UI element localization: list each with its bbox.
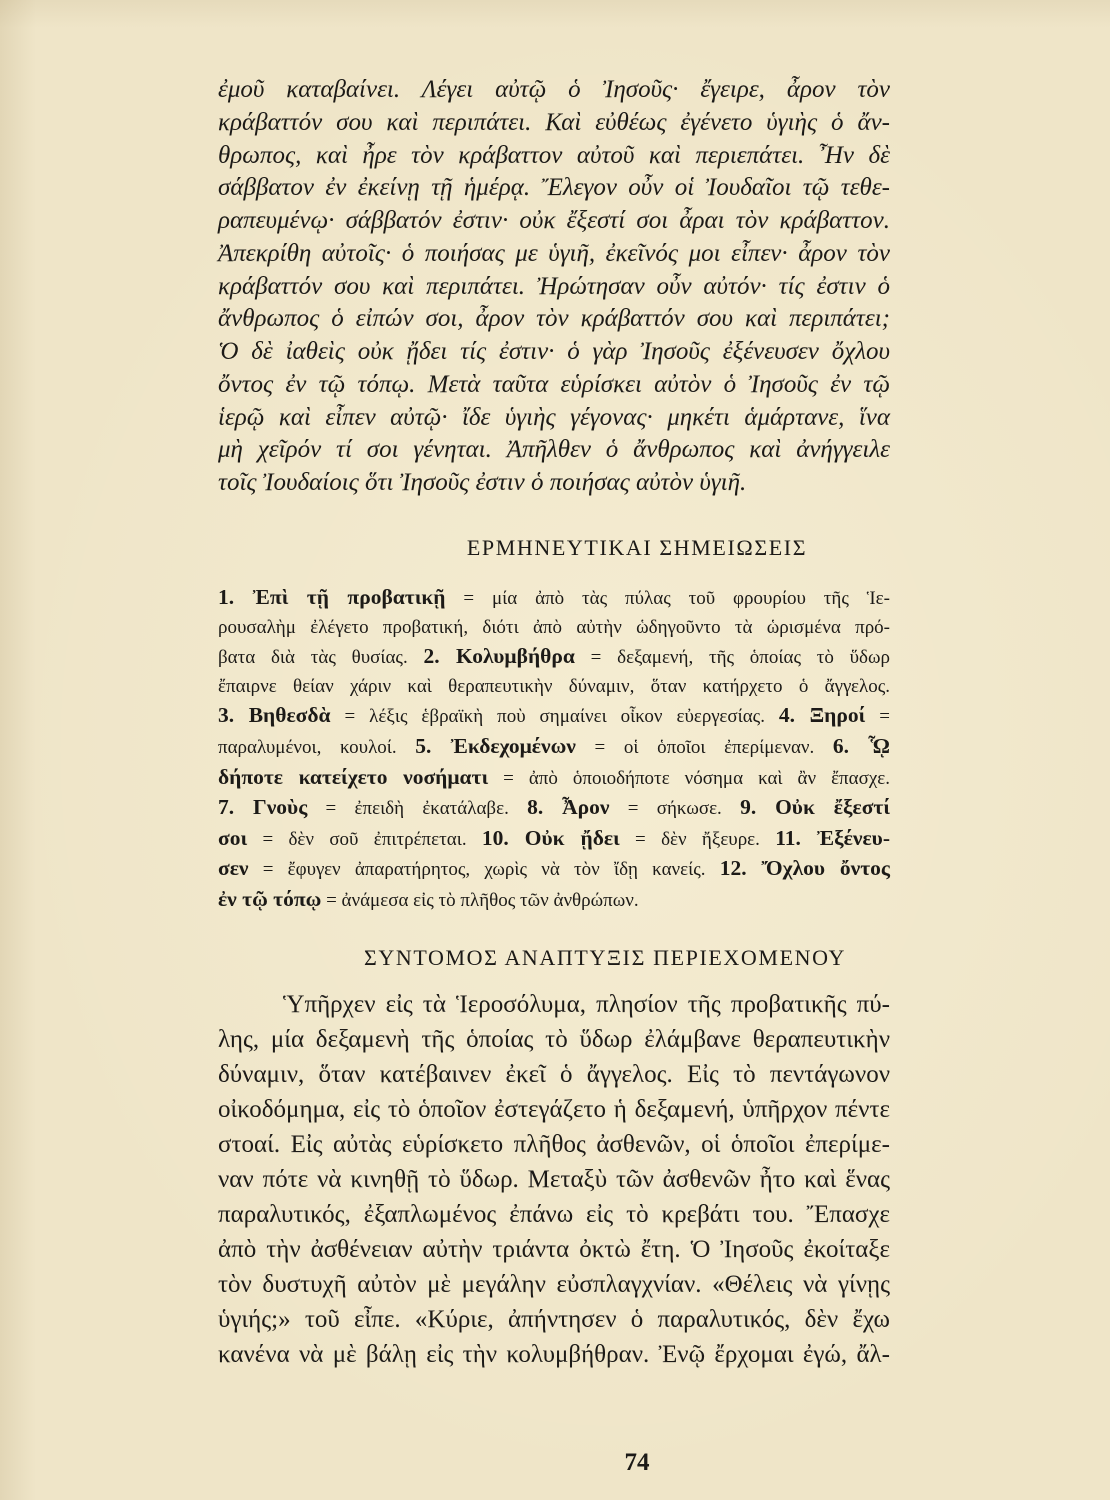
note-term: 8. Ἆρον (527, 795, 610, 820)
note-text: = δὲν σοῦ ἐπιτρέπεται. (247, 828, 482, 850)
note-line (218, 885, 639, 916)
note-term: 4. Ξηροί (778, 703, 866, 728)
note-text: ρουσαλὴμ ἐλέγετο προβατική, διότι ἀπὸ αὐτὴν ὡδηγοῦντο τὰ ὡρισμένα πρό- (218, 616, 890, 638)
gospel-line: ἱερῷ καὶ εἶπεν αὐτῷ· ἴδε ὑγιὴς γέγονας· μηκέτι ἁμάρτανε, ἵνα (218, 403, 890, 431)
gospel-line: τοῖς Ἰουδαίοις ὅτι Ἰησοῦς ἐστιν ὁ ποιήσας αὐτὸν ὑγιῆ. (218, 469, 747, 496)
note-line (218, 583, 890, 614)
note-line (218, 732, 890, 763)
note-text: = ἐπειδὴ ἐκατάλαβε. (307, 798, 528, 820)
gospel-line: θρωπος, καὶ ἦρε τὸν κράβαττον αὐτοῦ καὶ περιεπάτει. Ἦν δὲ (218, 141, 890, 169)
note-text: = ἀπὸ ὁποιοδήποτε νόσημα καὶ ἂν ἔπασχε. (488, 767, 891, 789)
note-term: 6. ᾯ (832, 733, 891, 758)
note-term: 10. Οὐκ ᾔδει (481, 825, 620, 850)
gospel-line: ἄνθρωπος ὁ εἰπών σοι, ἆρον τὸν κράβαττόν σου καὶ περιπάτει; (218, 305, 890, 333)
note-text: = δεξαμενή, τῆς ὁποίας τὸ ὕδωρ (574, 647, 890, 669)
note-line (218, 614, 890, 643)
note-term: δήποτε κατείχετο νοσήματι (218, 764, 489, 789)
summary-line: παραλυτικός, ἐξαπλωμένος ἐπάνω εἰς τὸ κρεβάτι του. Ἔπασχε (218, 1201, 890, 1228)
summary-line: ἀπὸ τὴν ἀσθένειαν αὐτὴν τριάντα ὀκτὼ ἔτη. Ὁ Ἰησοῦς ἐκοίταξε (218, 1236, 890, 1263)
gospel-line: ἐμοῦ καταβαίνει. Λέγει αὐτῷ ὁ Ἰησοῦς· ἔγειρε, ἆρον τὸν (218, 76, 890, 103)
summary-section (218, 987, 890, 1372)
note-term: 7. Γνοὺς (218, 795, 308, 820)
summary-heading: ΣΥΝΤΟΜΟΣ ΑΝΑΠΤΥΞΙΣ ΠΕΡΙΕΧΟΜΕΝΟΥ (364, 945, 846, 970)
notes-heading: ΕΡΜΗΝΕΥΤΙΚΑΙ ΣΗΜΕΙΩΣΕΙΣ (466, 535, 808, 560)
note-text: παραλυμένοι, κουλοί. (218, 736, 416, 758)
page-number: 74 (624, 1449, 650, 1476)
gospel-line: ὄντος ἐν τῷ τόπῳ. Μετὰ ταῦτα εὑρίσκει αὐτὸν ὁ Ἰησοῦς ἐν τῷ (218, 370, 890, 398)
note-text: = λέξις ἑβραϊκὴ ποὺ σημαίνει οἶκον εὐεργεσίας. (330, 706, 779, 728)
note-line (218, 793, 890, 824)
note-text: = μία ἀπὸ τὰς πύλας τοῦ φρουρίου τῆς Ἱε- (445, 588, 890, 609)
note-line (218, 854, 890, 885)
note-line (218, 701, 890, 732)
summary-line: Ὑπῆρχεν εἰς τὰ Ἱεροσόλυμα, πλησίον τῆς προβατικῆς πύ- (283, 991, 890, 1018)
note-text: ἔπαιρνε θείαν χάριν καὶ θεραπευτικὴν δύναμιν, ὅταν κατήρχετο ὁ ἄγγελος. (218, 675, 890, 697)
summary-line: ναν πότε νὰ κινηθῇ τὸ ὕδωρ. Μεταξὺ τῶν ἀσθενῶν ἦτο καὶ ἕνας (218, 1166, 890, 1193)
note-term: 2. Κολυμβήθρα (423, 644, 575, 669)
note-text: = ἀνάμεσα εἰς τὸ πλῆθος τῶν ἀνθρώπων. (321, 889, 639, 911)
note-text: βατα διὰ τὰς θυσίας. (218, 647, 424, 669)
note-term: 3. Βηθεσδὰ (218, 703, 331, 728)
note-text: = δὲν ἤξευρε. (619, 828, 776, 850)
gospel-passage (218, 74, 890, 500)
gospel-line: κράβαττόν σου καὶ περιπάτει. Ἠρώτησαν οὖν αὐτόν· τίς ἐστιν ὁ (218, 272, 890, 300)
note-text: = (865, 706, 890, 728)
summary-line: οἰκοδόμημα, εἰς τὸ ὁποῖον ἐστεγάζετο ἡ δεξαμενή, ὑπῆρχον πέντε (218, 1096, 890, 1123)
summary-line: τὸν δυστυχῆ αὐτὸν μὲ μεγάλην εὐσπλαγχνίαν. «Θέλεις νὰ γίνῃς (218, 1271, 890, 1298)
note-text: = σήκωσε. (609, 798, 741, 820)
note-text: = οἱ ὁποῖοι ἐπερίμεναν. (575, 736, 833, 758)
gospel-line: κράβαττόν σου καὶ περιπάτει. Καὶ εὐθέως ἐγένετο ὑγιὴς ὁ ἄν- (218, 108, 890, 136)
gospel-line: Ἀπεκρίθη αὐτοῖς· ὁ ποιήσας με ὑγιῆ, ἐκεῖνός μοι εἶπεν· ἆρον τὸν (218, 239, 890, 267)
note-text: = ἔφυγεν ἀπαρατήρητος, χωρὶς νὰ τὸν ἴδῃ κανείς. (248, 859, 720, 881)
note-line (218, 642, 890, 673)
summary-line: ὑγιής;» τοῦ εἶπε. «Κύριε, ἀπήντησεν ὁ παραλυτικός, δὲν ἔχω (218, 1306, 890, 1333)
note-term: 11. Ἐξένευ- (775, 825, 890, 850)
summary-line: λης, μία δεξαμενὴ τῆς ὁποίας τὸ ὕδωρ ἐλάμβανε θεραπευτικὴν (218, 1026, 890, 1053)
note-term: 12. Ὄχλου ὄντος (719, 856, 890, 881)
note-term: σεν (218, 856, 249, 881)
note-line (218, 824, 890, 855)
gospel-line: μὴ χεῖρόν τί σοι γένηται. Ἀπῆλθεν ὁ ἄνθρωπος καὶ ἀνήγγειλε (218, 436, 890, 464)
summary-line: στοαί. Εἰς αὐτὰς εὑρίσκετο πλῆθος ἀσθενῶν, οἱ ὁποῖοι ἐπερίμε- (218, 1131, 890, 1158)
note-term: σοι (218, 825, 248, 850)
note-line (218, 673, 890, 702)
gospel-line: σάββατον ἐν ἐκείνῃ τῇ ἡμέρᾳ. Ἔλεγον οὖν οἱ Ἰουδαῖοι τῷ τεθε- (218, 174, 890, 202)
note-term: 5. Ἐκδεχομένων (415, 733, 576, 758)
note-term: 9. Οὐκ ἔξεστί (740, 795, 891, 820)
gospel-line: ραπευμένῳ· σάββατόν ἐστιν· οὐκ ἔξεστί σοι ἆραι τὸν κράβαττον. (218, 207, 890, 234)
summary-line: κανένα νὰ μὲ βάλῃ εἰς τὴν κολυμβήθραν. Ἐνῷ ἔρχομαι ἐγώ, ἄλ- (218, 1341, 890, 1368)
note-term: ἐν τῷ τόπῳ (218, 886, 322, 911)
note-line (218, 763, 890, 794)
notes-section (218, 583, 890, 916)
note-term: 1. Ἐπὶ τῇ προβατικῇ (218, 585, 446, 609)
summary-line: δύναμιν, ὅταν κατέβαινεν ἐκεῖ ὁ ἄγγελος. Εἰς τὸ πεντάγωνον (218, 1061, 890, 1088)
gospel-line: Ὁ δὲ ἰαθεὶς οὐκ ᾔδει τίς ἐστιν· ὁ γὰρ Ἰησοῦς ἐξένευσεν ὄχλου (218, 338, 890, 365)
